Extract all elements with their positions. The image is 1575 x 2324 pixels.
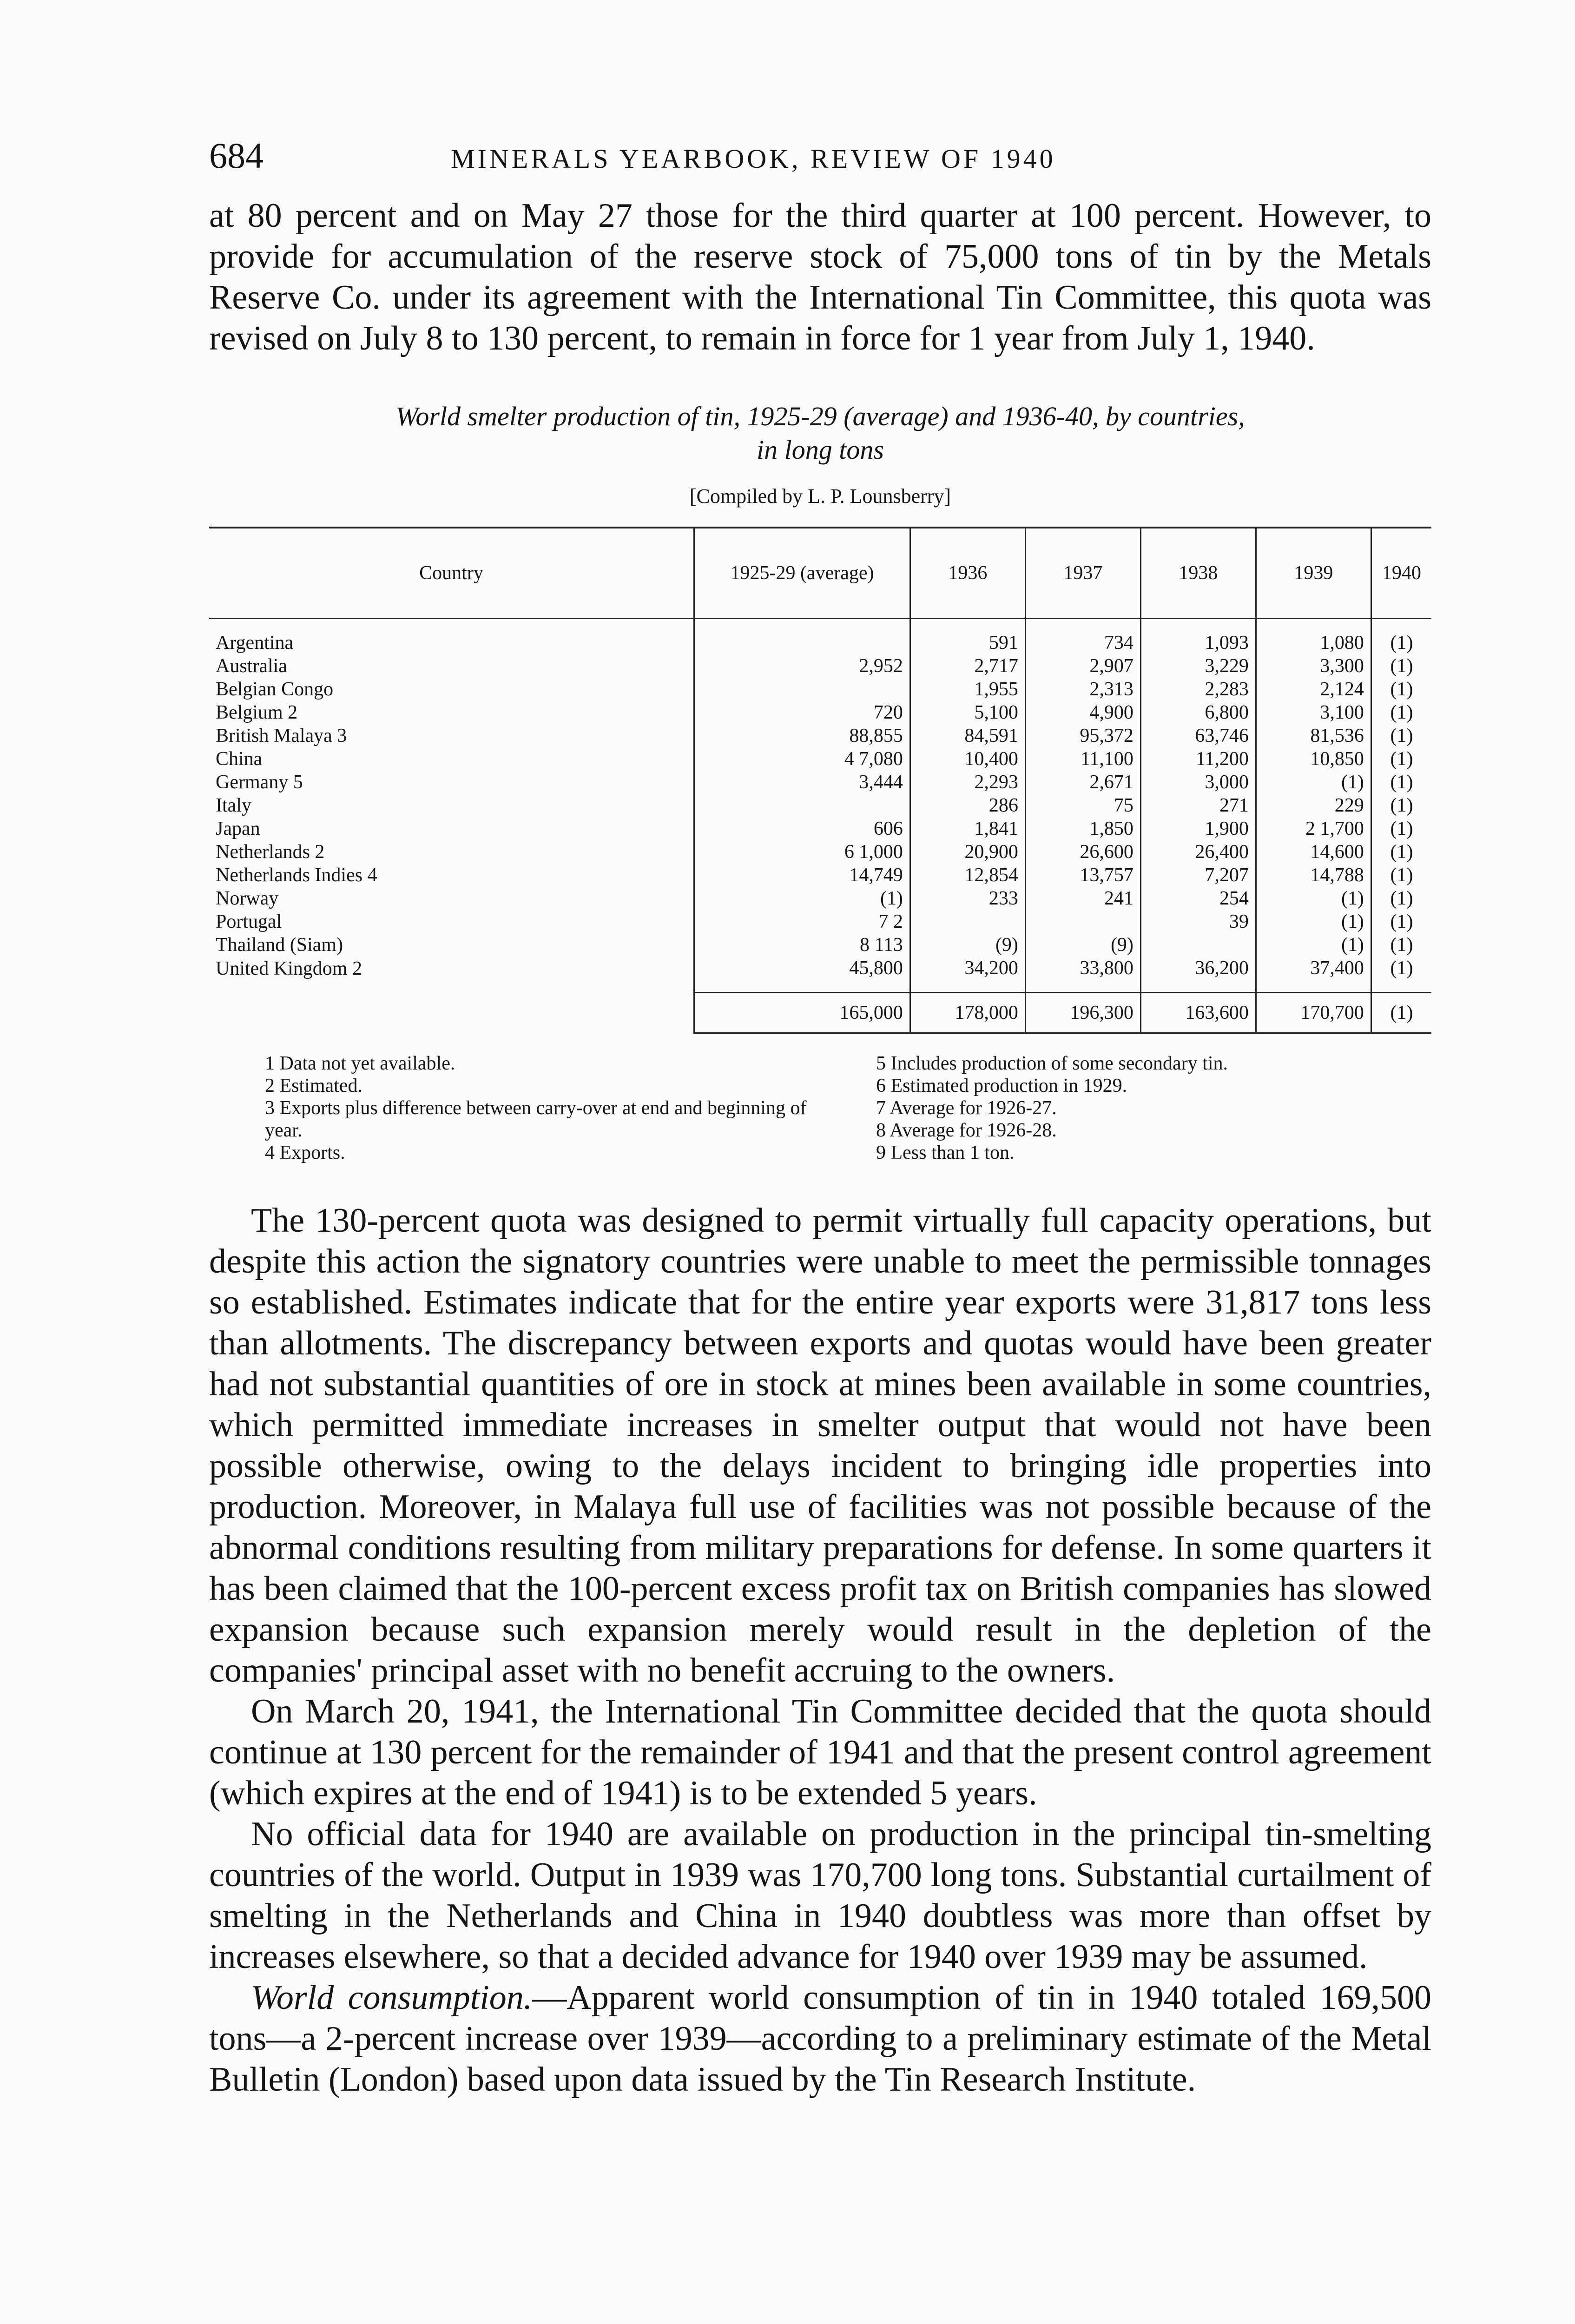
value-cell: (1) xyxy=(1371,887,1431,910)
value-cell: (9) xyxy=(1025,933,1140,957)
value-cell: 13,757 xyxy=(1025,864,1140,887)
table-header-row xyxy=(209,528,1431,619)
footnote: 8 Average for 1926-28. xyxy=(876,1120,1057,1141)
footnote: 1 Data not yet available. xyxy=(265,1053,455,1074)
value-cell: 95,372 xyxy=(1025,724,1140,747)
table-row xyxy=(209,887,1431,910)
footnote: 6 Estimated production in 1929. xyxy=(876,1075,1127,1096)
value-cell: (1) xyxy=(1371,701,1431,724)
value-cell: 12,854 xyxy=(910,864,1025,887)
value-cell: 2 1,700 xyxy=(1256,817,1371,840)
total-label-cell xyxy=(209,993,694,1033)
value-cell: 37,400 xyxy=(1256,957,1371,993)
footnote: 9 Less than 1 ton. xyxy=(876,1142,1015,1163)
value-cell: (1) xyxy=(1371,957,1431,993)
column-header: 1940 xyxy=(1371,528,1431,619)
running-title: MINERALS YEARBOOK, REVIEW OF 1940 xyxy=(451,144,1056,174)
running-head xyxy=(209,135,1431,191)
value-cell: 26,400 xyxy=(1140,840,1256,864)
tin-production-table xyxy=(209,527,1431,1034)
value-cell: 8 113 xyxy=(694,933,910,957)
country-cell: United Kingdom 2 xyxy=(216,957,362,979)
value-cell: 63,746 xyxy=(1140,724,1256,747)
value-cell: 1,841 xyxy=(910,817,1025,840)
footnote: 3 Exports plus difference between carry-over at end and beginning of year. xyxy=(265,1097,807,1141)
value-cell: (1) xyxy=(1371,794,1431,817)
footnote: 5 Includes production of some secondary tin. xyxy=(876,1053,1228,1074)
value-cell: 3,229 xyxy=(1140,654,1256,678)
value-cell: 26,600 xyxy=(1025,840,1140,864)
value-cell: (1) xyxy=(1371,654,1431,678)
value-cell: 2,907 xyxy=(1025,654,1140,678)
value-cell: 36,200 xyxy=(1140,957,1256,993)
document-page xyxy=(209,135,1431,2100)
value-cell: 241 xyxy=(1025,887,1140,910)
value-cell: (1) xyxy=(1256,910,1371,933)
value-cell: 6,800 xyxy=(1140,701,1256,724)
value-cell: 14,788 xyxy=(1256,864,1371,887)
value-cell: 720 xyxy=(694,701,910,724)
value-cell: 81,536 xyxy=(1256,724,1371,747)
value-cell: (1) xyxy=(1371,678,1431,701)
table-row xyxy=(209,654,1431,678)
total-cell: 163,600 xyxy=(1140,993,1256,1033)
value-cell: 4,900 xyxy=(1025,701,1140,724)
table-row xyxy=(209,957,1431,993)
country-cell: Portugal xyxy=(216,911,282,932)
value-cell: 6 1,000 xyxy=(694,840,910,864)
country-cell: Netherlands Indies 4 xyxy=(216,865,377,886)
table-row xyxy=(209,724,1431,747)
value-cell: (9) xyxy=(910,933,1025,957)
paragraph: On March 20, 1941, the International Tin Committee decided that the quota should continue at 130 percent for the remainder of 1941 and that the present control agreement (which expires at the end of 1941) is to be extended 5 years. xyxy=(209,1692,1431,1812)
value-cell: 1,850 xyxy=(1025,817,1140,840)
country-cell: Norway xyxy=(216,888,279,909)
table-row xyxy=(209,864,1431,887)
value-cell: 2,293 xyxy=(910,771,1025,794)
table-footnotes xyxy=(209,1052,1431,1164)
value-cell: (1) xyxy=(1371,619,1431,655)
value-cell xyxy=(694,794,910,817)
country-cell: Germany 5 xyxy=(216,772,303,793)
value-cell: (1) xyxy=(1256,887,1371,910)
value-cell: 4 7,080 xyxy=(694,747,910,771)
value-cell: 2,313 xyxy=(1025,678,1140,701)
table-caption-line1: World smelter production of tin, 1925-29 (average) and 1936-40, by countries, xyxy=(395,401,1245,431)
value-cell: (1) xyxy=(1371,724,1431,747)
value-cell: 606 xyxy=(694,817,910,840)
value-cell: (1) xyxy=(1371,817,1431,840)
value-cell: 3,300 xyxy=(1256,654,1371,678)
value-cell: 2,124 xyxy=(1256,678,1371,701)
value-cell: (1) xyxy=(1371,840,1431,864)
value-cell: 3,444 xyxy=(694,771,910,794)
table-row xyxy=(209,910,1431,933)
paragraph-text: —Apparent world consumption of tin in 1940 totaled 169,500 tons—a 2-percent increase over 1939—according to a preliminary estimate of the Metal Bulletin (London) based upon data issued by the Tin Research Institute. xyxy=(209,1979,1431,2099)
value-cell: 7 2 xyxy=(694,910,910,933)
value-cell: 233 xyxy=(910,887,1025,910)
value-cell: 39 xyxy=(1140,910,1256,933)
value-cell: 5,100 xyxy=(910,701,1025,724)
table-row xyxy=(209,771,1431,794)
footnote: 2 Estimated. xyxy=(265,1075,362,1096)
value-cell: 229 xyxy=(1256,794,1371,817)
country-cell: Argentina xyxy=(216,632,294,654)
table-row xyxy=(209,794,1431,817)
page-number: 684 xyxy=(209,135,264,176)
value-cell: 11,200 xyxy=(1140,747,1256,771)
table-body xyxy=(209,619,1431,993)
value-cell: 2,671 xyxy=(1025,771,1140,794)
value-cell: 2,952 xyxy=(694,654,910,678)
table-row xyxy=(209,933,1431,957)
value-cell: 34,200 xyxy=(910,957,1025,993)
country-cell: Netherlands 2 xyxy=(216,841,325,863)
country-cell: British Malaya 3 xyxy=(216,725,347,746)
table-caption-line2: in long tons xyxy=(757,435,884,465)
country-cell: Thailand (Siam) xyxy=(216,934,343,956)
column-header: 1939 xyxy=(1256,528,1371,619)
footnote: 7 Average for 1926-27. xyxy=(876,1097,1057,1119)
value-cell: 1,955 xyxy=(910,678,1025,701)
country-cell: Australia xyxy=(216,655,287,677)
column-header: 1925-29 (average) xyxy=(694,528,910,619)
value-cell: 1,900 xyxy=(1140,817,1256,840)
paragraph-lead-in: World consumption. xyxy=(251,1979,533,2017)
value-cell xyxy=(1140,933,1256,957)
value-cell: 1,093 xyxy=(1140,619,1256,655)
value-cell: (1) xyxy=(1371,747,1431,771)
value-cell: (1) xyxy=(1371,910,1431,933)
table-row xyxy=(209,678,1431,701)
value-cell xyxy=(694,619,910,655)
value-cell: (1) xyxy=(1371,933,1431,957)
value-cell: 11,100 xyxy=(1025,747,1140,771)
country-cell: Belgium 2 xyxy=(216,702,298,723)
value-cell: 591 xyxy=(910,619,1025,655)
value-cell: 254 xyxy=(1140,887,1256,910)
total-cell: 178,000 xyxy=(910,993,1025,1033)
value-cell: 10,400 xyxy=(910,747,1025,771)
total-cell: 196,300 xyxy=(1025,993,1140,1033)
value-cell xyxy=(694,678,910,701)
table-row xyxy=(209,619,1431,655)
value-cell: 286 xyxy=(910,794,1025,817)
country-cell: Belgian Congo xyxy=(216,679,334,700)
table-total-row xyxy=(209,993,1431,1033)
total-cell: 170,700 xyxy=(1256,993,1371,1033)
value-cell: 1,080 xyxy=(1256,619,1371,655)
value-cell: (1) xyxy=(694,887,910,910)
value-cell: 3,000 xyxy=(1140,771,1256,794)
value-cell: (1) xyxy=(1371,864,1431,887)
value-cell: 88,855 xyxy=(694,724,910,747)
value-cell: 3,100 xyxy=(1256,701,1371,724)
column-header: 1936 xyxy=(910,528,1025,619)
country-cell: Italy xyxy=(216,795,251,816)
country-cell: Japan xyxy=(216,818,260,839)
footnote: 4 Exports. xyxy=(265,1142,345,1163)
value-cell: 45,800 xyxy=(694,957,910,993)
value-cell: (1) xyxy=(1371,771,1431,794)
value-cell xyxy=(1025,910,1140,933)
table-compiled-by: [Compiled by L. P. Lounsberry] xyxy=(689,485,951,508)
country-cell: China xyxy=(216,748,263,770)
value-cell: 2,283 xyxy=(1140,678,1256,701)
table-caption xyxy=(209,400,1431,467)
value-cell: 7,207 xyxy=(1140,864,1256,887)
table-row xyxy=(209,840,1431,864)
table-row xyxy=(209,701,1431,724)
total-cell: 165,000 xyxy=(694,993,910,1033)
value-cell: 14,749 xyxy=(694,864,910,887)
table-row xyxy=(209,817,1431,840)
value-cell: 20,900 xyxy=(910,840,1025,864)
paragraph: The 130-percent quota was designed to permit virtually full capacity operations, but despite this action the signatory countries were unable to meet the permissible tonnages so established. Estimates indicate that for the entire year exports were 31,817 tons less than allotments. The discrepancy between exports and quotas would have been greater had not substantial quantities of ore in stock at mines been available in some countries, which permitted immediate increases in smelter output that would not have been possible otherwise, owing to the delays incident to bringing idle properties into production. Moreover, in Malaya full use of facilities was not possible because of the abnormal conditions resulting from military preparations for defense. In some quarters it has been claimed that the 100-percent excess profit tax on British companies has slowed expansion because such expansion merely would result in the depletion of the companies' principal asset with no benefit accruing to the owners. xyxy=(209,1202,1431,1690)
column-header: Country xyxy=(209,528,694,619)
total-cell: (1) xyxy=(1371,993,1431,1033)
column-header: 1938 xyxy=(1140,528,1256,619)
value-cell: 75 xyxy=(1025,794,1140,817)
value-cell: (1) xyxy=(1256,933,1371,957)
value-cell: 734 xyxy=(1025,619,1140,655)
column-header: 1937 xyxy=(1025,528,1140,619)
value-cell xyxy=(910,910,1025,933)
value-cell: 14,600 xyxy=(1256,840,1371,864)
value-cell: 10,850 xyxy=(1256,747,1371,771)
body-text xyxy=(209,1200,1431,2100)
table-row xyxy=(209,747,1431,771)
value-cell: (1) xyxy=(1256,771,1371,794)
value-cell: 84,591 xyxy=(910,724,1025,747)
paragraph xyxy=(209,1977,1431,2100)
paragraph: No official data for 1940 are available on production in the principal tin-smelting countries of the world. Output in 1939 was 170,700 long tons. Substantial curtailment of smelting in the Netherlands and China in 1940 doubtless was more than offset by increases elsewhere, so that a decided advance for 1940 over 1939 may be assumed. xyxy=(209,1815,1431,1976)
intro-paragraph: at 80 percent and on May 27 those for the third quarter at 100 percent. However, to provide for accumulation of the reserve stock of 75,000 tons of tin by the Metals Reserve Co. under its agreement with the International Tin Committee, this quota was revised on July 8 to 130 percent, to remain in force for 1 year from July 1, 1940. xyxy=(209,197,1431,357)
value-cell: 2,717 xyxy=(910,654,1025,678)
footnotes-right xyxy=(820,1052,1431,1164)
footnotes-left xyxy=(209,1052,820,1164)
value-cell: 271 xyxy=(1140,794,1256,817)
value-cell: 33,800 xyxy=(1025,957,1140,993)
